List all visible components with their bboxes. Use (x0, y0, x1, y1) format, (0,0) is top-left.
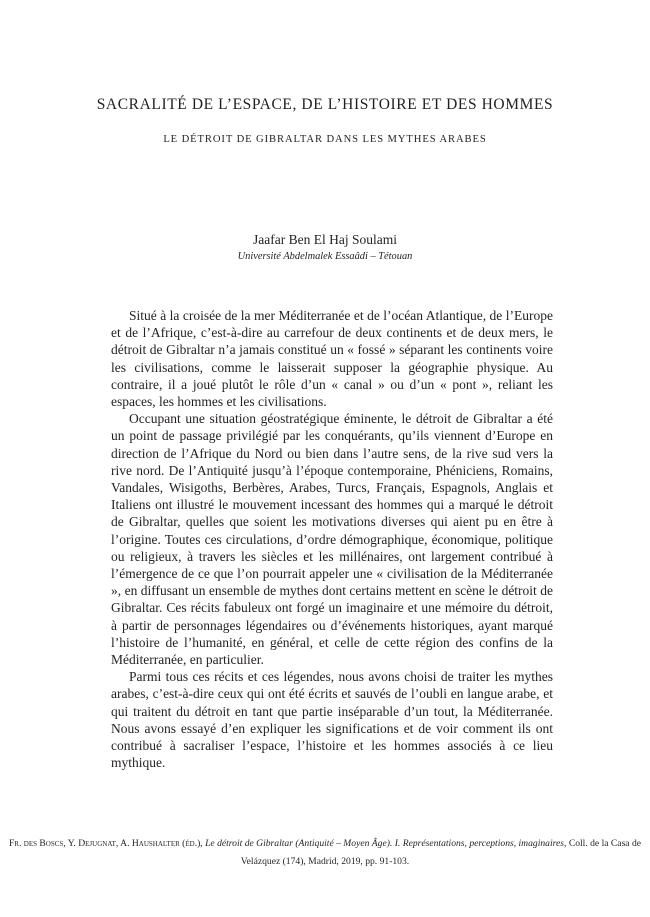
citation-book-title: Le détroit de Gibraltar (Antiquité – Moyen Âge). I. Représentations, perceptions, imaginaires, (205, 838, 567, 849)
body-paragraph-3: Parmi tous ces récits et ces légendes, nous avons choisi de traiter les mythes arabes, c’est-à-dire ceux qui ont été écrits et sauvés de l’oubli en langue arabe, et qui traitent du détroit en tant que partie inséparable d’un tout, la Méditerranée. Nous avons essayé d’en expliquer les significations et de voir comment ils ont contribué à sacraliser l’espace, l’histoire et les hommes associés à ce lieu mythique. (111, 669, 553, 771)
article-title: SACRALITÉ DE L’ESPACE, DE L’HISTOIRE ET DES HOMMES (96, 96, 554, 113)
citation-authors: Fr. des Boscs, Y. Dejugnat, A. Haushalter (éd.), (8, 838, 203, 849)
author-name: Jaafar Ben El Haj Soulami (253, 232, 397, 247)
citation-collection: Coll. de la Casa de Velázquez (174), Madrid, 2019, pp. 91-103. (240, 838, 642, 867)
article-subtitle: LE DÉTROIT DE GIBRALTAR DANS LES MYTHES ARABES (163, 134, 487, 145)
citation-line-1 (0, 835, 650, 871)
body-paragraph-1: Situé à la croisée de la mer Méditerranée et de l’océan Atlantique, de l’Europe et de l’Afrique, c’est-à-dire au carrefour de deux continents et de deux mers, le détroit de Gibraltar n’a jamais constitué un « fossé » séparant les continents voire les civilisations, comme le laisserait supposer la géographie physique. Au contraire, il a joué plutôt le rôle d’un « canal » ou d’un « pont », reliant les espaces, les hommes et les civilisations. (111, 308, 553, 410)
body-paragraph-2: Occupant une situation géostratégique éminente, le détroit de Gibraltar a été un point de passage privilégié par les conquérants, qu’ils viennent d’Europe en direction de l’Afrique du Nord ou bien dans l’autre sens, de la rive sud vers la rive nord. De l’Antiquité jusqu’à l’époque contemporaine, Phéniciens, Romains, Vandales, Wisigoths, Berbères, Arabes, Turcs, Français, Espagnols, Anglais et Italiens ont illustré le mouvement incessant des hommes qui a marqué le détroit de Gibraltar, quelles que soient les motivations diverses qui aient pu en être à l’origine. Toutes ces circulations, d’ordre démographique, économique, politique ou religieux, à travers les siècles et les millénaires, ont largement contribué à l’émergence de ce que l’on pourrait appeler une « civilisation de la Méditerranée », en diffusant un ensemble de mythes dont certains mettent en scène le détroit de Gibraltar. Ces récits fabuleux ont forgé un imaginaire et une mémoire du détroit, à partir de personnages légendaires ou d’événements historiques, ayant marqué l’histoire de l’humanité, en général, et celle de cette région des confins de la Méditerranée, en particulier. (111, 411, 553, 668)
article-body (111, 307, 553, 771)
citation-footer (0, 835, 650, 871)
author-affiliation: Université Abdelmalek Essaâdi – Tétouan (237, 251, 413, 262)
